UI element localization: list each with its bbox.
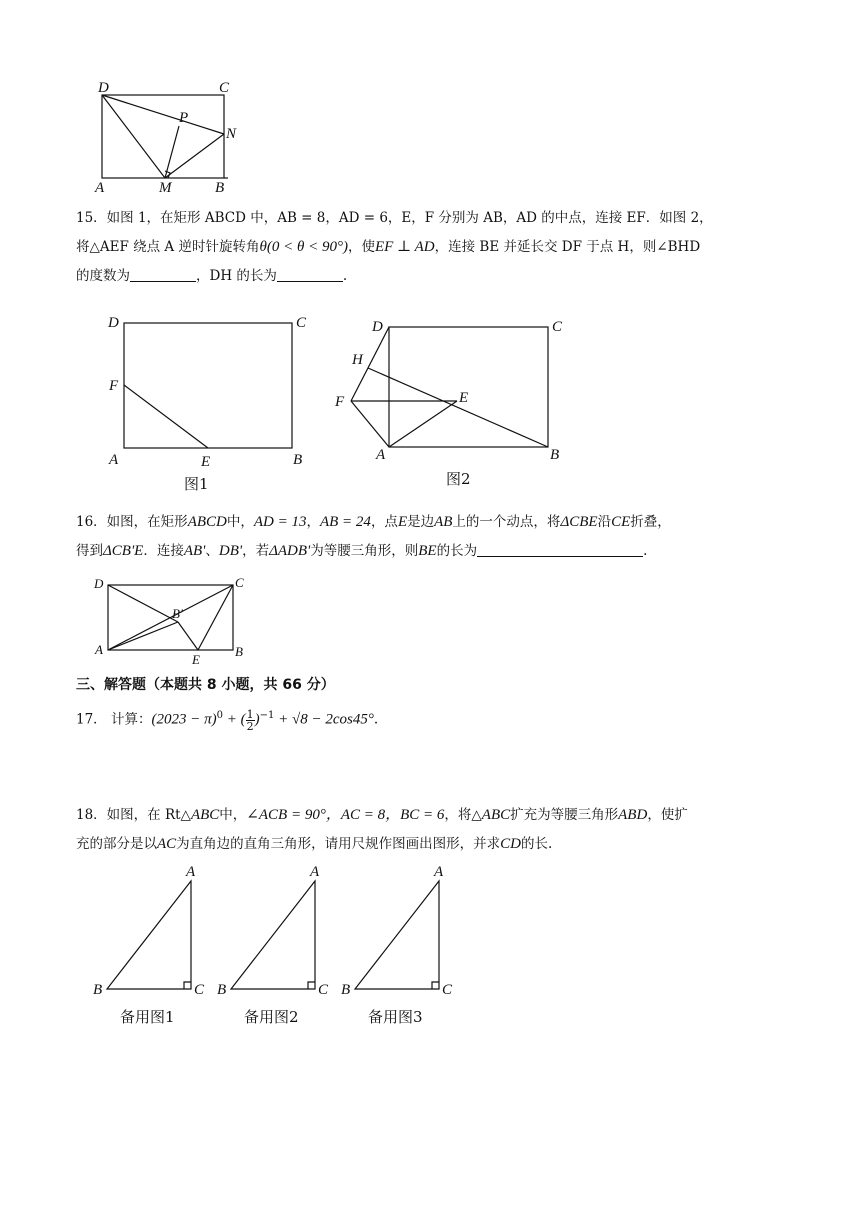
answer-blank-dh[interactable] <box>277 266 343 282</box>
rect-abcd <box>102 95 224 178</box>
question-18 <box>76 801 736 859</box>
label-b: B <box>550 447 560 463</box>
triangle-abc <box>107 881 191 989</box>
caption-backup-2: 备用图2 <box>244 1008 299 1026</box>
label-a: A <box>376 447 386 463</box>
figure-q18-2-svg <box>217 862 337 1032</box>
label-a: A <box>95 642 103 657</box>
figure-q14-svg <box>95 78 255 198</box>
fraction-half: $\frac{1}{2}$ <box>246 707 254 733</box>
figure-q16-svg <box>92 572 262 672</box>
figure-q18-2 <box>217 862 337 1032</box>
label-c: C <box>296 315 307 331</box>
label-c: C <box>235 575 244 590</box>
line-fa <box>351 401 389 447</box>
q17-line1: 17． 计算：$(2023 - \pi)^0$ + ( $\frac{1}{2}$ )$^{-1}$ + √8 − 2cos45°. <box>76 707 379 733</box>
line-fe <box>124 385 208 448</box>
label-c: C <box>442 982 453 998</box>
line-dm <box>102 95 165 178</box>
rect-abcd <box>124 323 292 448</box>
line-hb <box>368 368 548 447</box>
question-16 <box>76 508 716 566</box>
label-b: B <box>215 180 225 196</box>
line-ab <box>108 622 178 650</box>
q15-line1: 15．如图 1，在矩形 ABCD 中，AB = 8，AD = 6，E，F 分别为 AB，AD 的中点，连接 EF．如图 2， <box>76 210 713 226</box>
figure-q15-1-svg <box>105 308 315 498</box>
line-be <box>178 622 198 650</box>
label-f: F <box>109 378 119 394</box>
figure-q18-1-svg <box>93 862 213 1032</box>
label-c: C <box>552 319 563 335</box>
q15-line2: 将△AEF 绕点 A 逆时针旋转角θ(0 < θ < 90°)，使EF ⊥ AD，连接 BE 并延长交 DF 于点 H，则∠BHD <box>76 239 701 255</box>
label-c: C <box>318 982 329 998</box>
label-b: B <box>293 452 303 468</box>
label-bprime: B′ <box>172 606 183 621</box>
right-angle-mark <box>432 982 439 989</box>
caption-fig1: 图1 <box>184 475 209 493</box>
label-d: D <box>94 576 104 591</box>
label-b: B <box>217 982 227 998</box>
question-17 <box>76 701 736 735</box>
label-a: A <box>434 864 444 880</box>
q16-line1: 16．如图，在矩形ABCD中，AD = 13，AB = 24，点E是边AB上的一个动点，将ΔCBE沿CE折叠， <box>76 514 671 530</box>
label-a: A <box>95 180 105 196</box>
q16-line2: 得到ΔCB'E．连接AB'、DB'，若ΔADB'为等腰三角形，则BE的长为 . <box>76 543 648 559</box>
question-15 <box>76 204 736 291</box>
q18-line1: 18．如图，在 Rt△ABC中，∠ACB = 90°，AC = 8，BC = 6，将△ABC扩充为等腰三角形ABD，使扩 <box>76 807 688 823</box>
label-a: A <box>186 864 196 880</box>
figure-q18-3 <box>341 862 461 1032</box>
label-e: E <box>201 454 211 470</box>
figure-q14 <box>95 78 255 198</box>
figure-q15-2-svg <box>332 312 572 492</box>
q15-line3: 的度数为 ，DH 的长为 . <box>76 268 348 284</box>
triangle-abc <box>231 881 315 989</box>
label-p: P <box>179 110 189 126</box>
right-angle-mark <box>308 982 315 989</box>
figure-q15-2 <box>332 312 572 492</box>
figure-q16 <box>92 572 262 672</box>
figure-q18-1 <box>93 862 213 1032</box>
caption-fig2: 图2 <box>446 470 471 488</box>
label-b: B <box>235 644 243 659</box>
line-db <box>108 585 178 622</box>
triangle-abc <box>355 881 439 989</box>
figure-q15-1 <box>105 308 315 498</box>
label-m: M <box>159 180 172 196</box>
label-d: D <box>98 80 109 96</box>
label-f: F <box>335 394 345 410</box>
line-mp <box>165 126 179 178</box>
label-b: B <box>341 982 351 998</box>
answer-blank-angle[interactable] <box>130 266 196 282</box>
label-d: D <box>372 319 383 335</box>
q18-line2: 充的部分是以AC为直角边的直角三角形，请用尺规作图画出图形，并求CD的长. <box>76 836 553 852</box>
figure-q18-3-svg <box>341 862 461 1032</box>
line-ae <box>389 401 457 447</box>
label-e: E <box>459 390 469 406</box>
section-3-heading: 三、解答题（本题共 8 小题，共 66 分） <box>76 677 335 693</box>
label-n: N <box>226 126 237 142</box>
line-mn <box>165 134 224 178</box>
label-d: D <box>108 315 119 331</box>
rect-abcd <box>389 327 548 447</box>
line-dn <box>102 95 224 134</box>
caption-backup-1: 备用图1 <box>120 1008 175 1026</box>
label-h: H <box>352 352 363 368</box>
answer-blank-be[interactable] <box>477 541 643 557</box>
label-c: C <box>194 982 205 998</box>
right-angle-mark <box>184 982 191 989</box>
label-a: A <box>310 864 320 880</box>
label-a: A <box>109 452 119 468</box>
label-c: C <box>219 80 230 96</box>
caption-backup-3: 备用图3 <box>368 1008 423 1026</box>
label-b: B <box>93 982 103 998</box>
label-e: E <box>192 652 200 667</box>
